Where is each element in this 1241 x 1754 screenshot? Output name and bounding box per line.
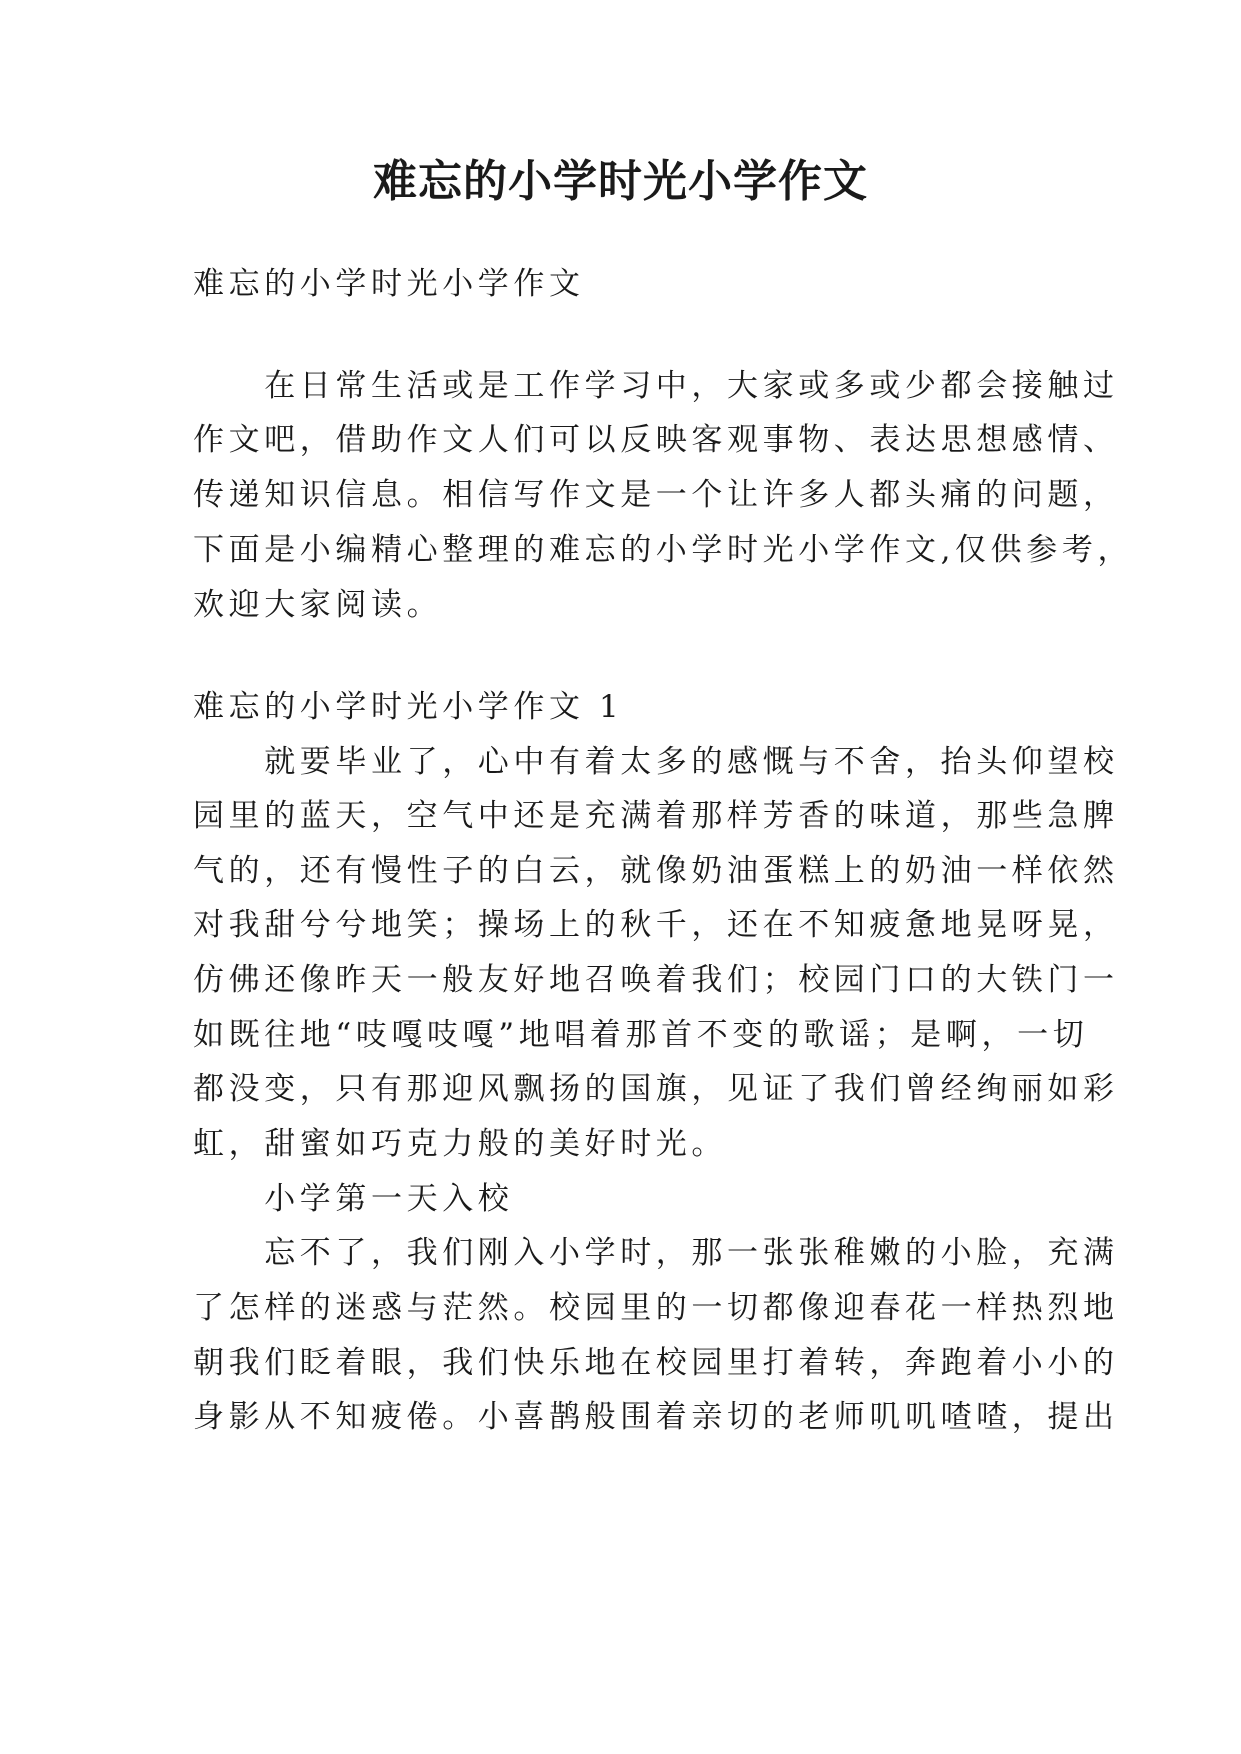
intro-line: 作文吧，借助作文人们可以反映客观事物、表达思想感情、: [193, 422, 1119, 458]
essay-line: 园里的蓝天，空气中还是充满着那样芳香的味道，那些急脾: [193, 798, 1119, 834]
intro-line: 欢迎大家阅读。: [193, 587, 443, 623]
essay-line: 如既往地“吱嘎吱嘎”地唱着那首不变的歌谣；是啊，一切: [193, 1017, 1089, 1053]
essay-line: 了怎样的迷惑与茫然。校园里的一切都像迎春花一样热烈地: [193, 1290, 1119, 1326]
document-subtitle: 难忘的小学时光小学作文: [193, 266, 585, 302]
essay-line: 虹，甜蜜如巧克力般的美好时光。: [193, 1126, 727, 1162]
essay-line: 仿佛还像昨天一般友好地召唤着我们；校园门口的大铁门一: [193, 962, 1119, 998]
essay-line: 都没变，只有那迎风飘扬的国旗，见证了我们曾经绚丽如彩: [193, 1071, 1119, 1107]
document-title: 难忘的小学时光小学作文: [373, 156, 868, 207]
intro-line: 下面是小编精心整理的难忘的小学时光小学作文,仅供参考，: [193, 532, 1134, 568]
essay-line: 对我甜兮兮地笑；操场上的秋千，还在不知疲惫地晃呀晃，: [193, 907, 1119, 943]
essay-line: 忘不了，我们刚入小学时，那一张张稚嫩的小脸，充满: [193, 1235, 1119, 1271]
intro-line: 传递知识信息。相信写作文是一个让许多人都头痛的问题，: [193, 477, 1119, 513]
essay-line: 气的，还有慢性子的白云，就像奶油蛋糕上的奶油一样依然: [193, 853, 1119, 889]
essay-subheading: 小学第一天入校: [193, 1181, 514, 1217]
essay-line: 就要毕业了，心中有着太多的感慨与不舍，抬头仰望校: [193, 744, 1119, 780]
section-heading: 难忘的小学时光小学作文 1: [193, 689, 624, 725]
intro-line: 在日常生活或是工作学习中，大家或多或少都会接触过: [193, 368, 1119, 404]
essay-line: 身影从不知疲倦。小喜鹊般围着亲切的老师叽叽喳喳，提出: [193, 1399, 1119, 1435]
essay-line: 朝我们眨着眼，我们快乐地在校园里打着转，奔跑着小小的: [193, 1345, 1119, 1381]
